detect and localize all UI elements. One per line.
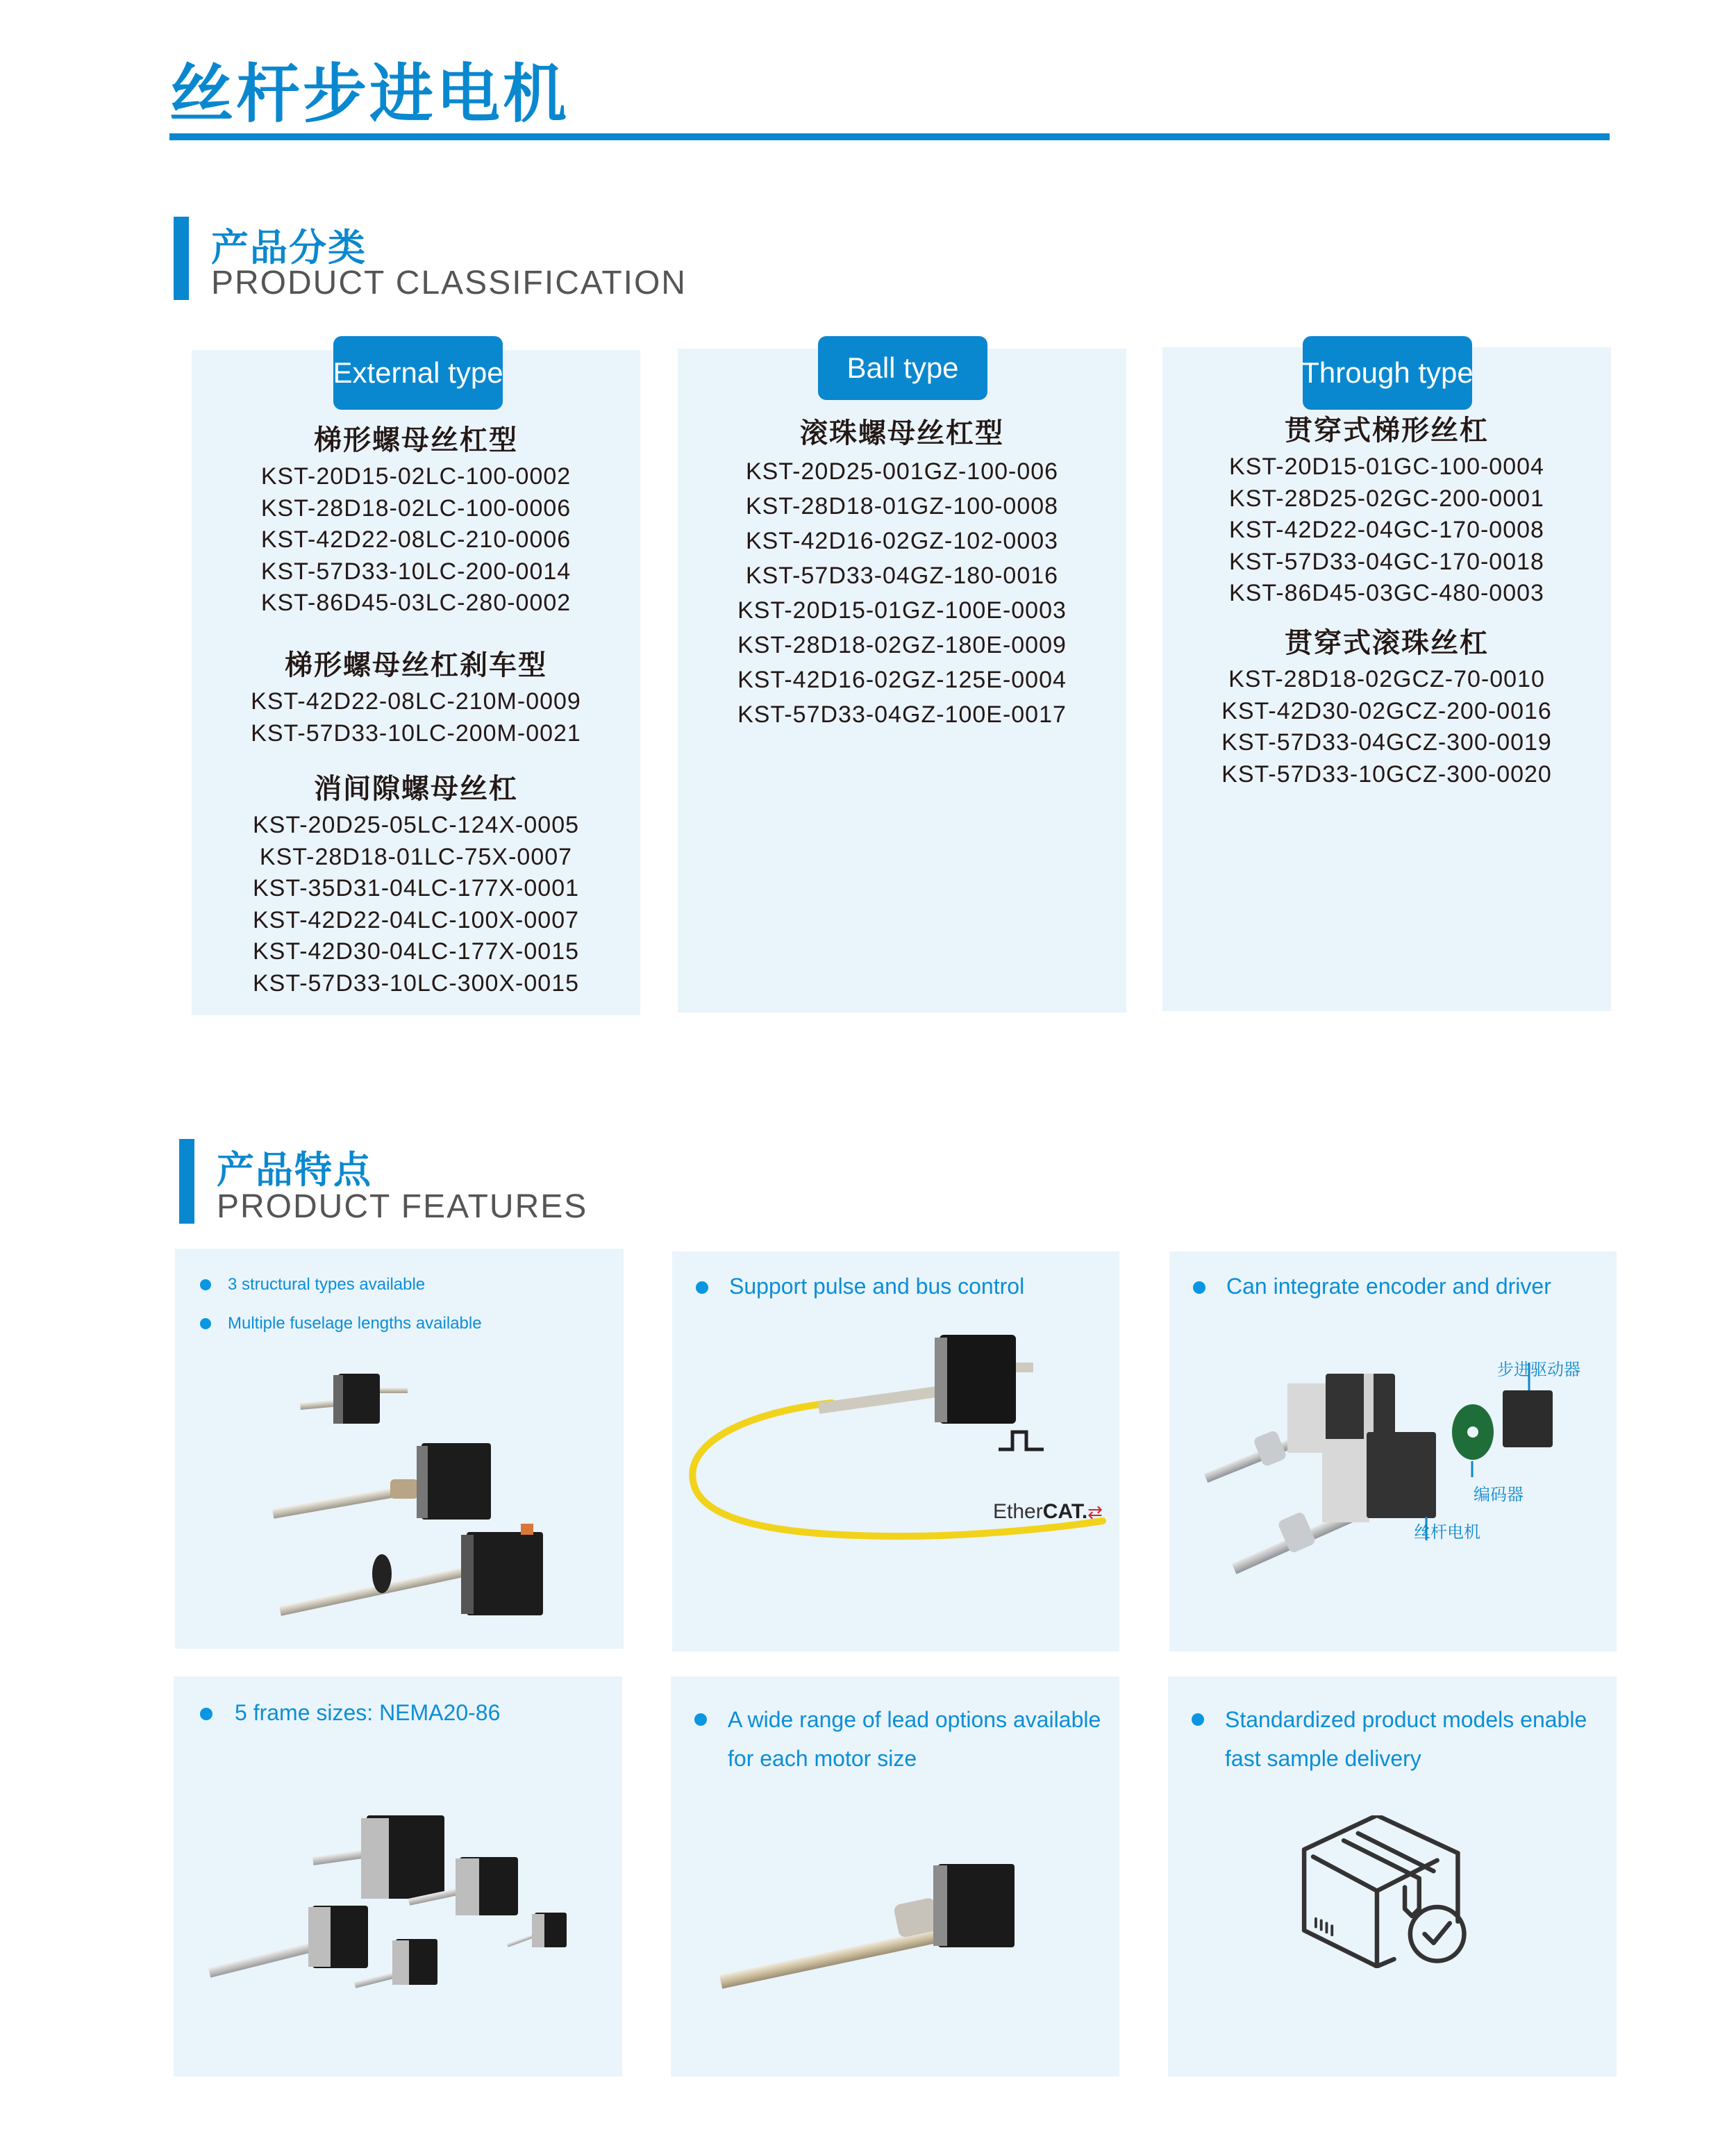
exploded-motor-encoder-driver-illustration — [1169, 1335, 1617, 1640]
model-item: KST-57D33-10LC-200M-0021 — [251, 719, 581, 747]
bullet-text: fast sample delivery — [1225, 1746, 1421, 1771]
group-title: 滚珠螺母丝杠型 — [800, 417, 1004, 449]
group-title: 梯形螺母丝杠刹车型 — [285, 649, 547, 681]
type-badge-external: External type — [333, 336, 503, 410]
model-item: KST-57D33-04GZ-180-0016 — [745, 563, 1059, 589]
feature-bullet — [200, 1314, 482, 1333]
square-pulse-icon — [999, 1432, 1044, 1449]
feature-card-lead-options — [671, 1676, 1119, 2076]
group-title: 梯形螺母丝杠型 — [314, 424, 518, 456]
bullet-text: for each motor size — [728, 1746, 917, 1771]
group-title: 消间隙螺母丝杠 — [314, 773, 518, 805]
bullet-text: Standardized product models enable — [1225, 1707, 1587, 1732]
model-item: KST-28D18-01LC-75X-0007 — [259, 843, 573, 870]
model-item: KST-42D22-08LC-210M-0009 — [251, 688, 581, 715]
five-motor-frame-sizes-illustration — [187, 1753, 604, 2031]
model-item: KST-42D30-04LC-177X-0015 — [252, 938, 580, 965]
ethercat-logo-part-b: CAT. — [1042, 1500, 1088, 1523]
callout-encoder: 编码器 — [1474, 1485, 1524, 1504]
model-item: KST-86D45-03GC-480-0003 — [1229, 580, 1544, 606]
model-item: KST-35D31-04LC-177X-0001 — [252, 875, 580, 901]
feature-card-frame-sizes — [174, 1676, 622, 2076]
section-accent-bar — [179, 1139, 194, 1224]
classification-card-external — [192, 350, 640, 1015]
model-item: KST-86D45-03LC-280-0002 — [260, 590, 571, 616]
model-item: KST-57D33-10GCZ-300-0020 — [1221, 760, 1552, 788]
classification-title-zh: 产品分类 — [211, 226, 367, 269]
bullet-text: Multiple fuselage lengths available — [228, 1314, 482, 1333]
feature-card-pulse-bus — [672, 1251, 1119, 1651]
motor-with-yellow-cable-illustration — [672, 1321, 1119, 1599]
group-ball-screw — [678, 413, 1126, 732]
model-item: KST-28D18-02LC-100-0006 — [260, 494, 571, 522]
feature-bullet — [200, 1275, 425, 1295]
classification-title-en: PRODUCT CLASSIFICATION — [211, 265, 687, 301]
model-item: KST-28D18-02GCZ-70-0010 — [1228, 666, 1545, 692]
model-item: KST-28D18-01GZ-100-0008 — [745, 493, 1059, 519]
feature-bullet — [696, 1274, 1024, 1299]
group-through-trapezoidal — [1162, 410, 1611, 610]
model-item: KST-42D16-02GZ-125E-0004 — [737, 667, 1067, 693]
features-heading — [179, 1139, 665, 1224]
title-divider — [169, 133, 1610, 140]
model-item: KST-42D30-02GCZ-200-0016 — [1221, 697, 1552, 724]
group-trapezoidal-brake — [192, 644, 640, 749]
bullet-text: Support pulse and bus control — [729, 1274, 1025, 1299]
model-item: KST-57D33-04GCZ-300-0019 — [1221, 729, 1552, 756]
feature-bullet — [1193, 1274, 1551, 1299]
group-title: 贯穿式滚珠丝杠 — [1285, 627, 1489, 659]
bullet-dot-icon — [1192, 1713, 1204, 1726]
feature-card-fast-delivery — [1168, 1676, 1617, 2076]
ethercat-logo-part-a: Ether — [993, 1500, 1043, 1523]
bullet-text: A wide range of lead options available — [728, 1707, 1101, 1732]
group-trapezoidal — [192, 419, 640, 619]
section-accent-bar — [174, 217, 189, 300]
model-item: KST-28D25-02GC-200-0001 — [1229, 485, 1544, 512]
features-title-zh: 产品特点 — [217, 1148, 372, 1192]
bullet-dot-icon — [200, 1318, 211, 1329]
model-item: KST-42D22-04GC-170-0008 — [1229, 517, 1544, 543]
bullet-text: Can integrate encoder and driver — [1226, 1274, 1551, 1299]
bullet-dot-icon — [1193, 1281, 1205, 1294]
feature-card-encoder-driver — [1169, 1251, 1617, 1651]
model-item: KST-20D15-01GC-100-0004 — [1229, 453, 1544, 480]
features-title-en: PRODUCT FEATURES — [217, 1188, 588, 1225]
model-item: KST-20D15-01GZ-100E-0003 — [737, 597, 1067, 624]
model-item: KST-57D33-04GZ-100E-0017 — [737, 701, 1067, 728]
group-through-ball — [1162, 622, 1611, 790]
model-item: KST-42D22-04LC-100X-0007 — [252, 906, 580, 933]
callout-stepper-driver: 步进驱动器 — [1497, 1360, 1580, 1379]
bullet-text: 5 frame sizes: NEMA20-86 — [235, 1700, 501, 1725]
classification-card-ball — [678, 349, 1126, 1013]
classification-heading — [174, 217, 729, 300]
ball-screw-motor-illustration — [699, 1801, 1101, 2038]
model-item: KST-28D18-02GZ-180E-0009 — [737, 632, 1067, 658]
package-check-icon — [1293, 1815, 1474, 1968]
ethercat-logo — [993, 1500, 1103, 1524]
callout-lead-screw-motor: 丝杆电机 — [1414, 1522, 1480, 1542]
type-badge-through: Through type — [1303, 336, 1472, 410]
model-item: KST-57D33-10LC-200-0014 — [260, 558, 571, 585]
feature-bullet — [1192, 1700, 1587, 1778]
model-item: KST-42D22-08LC-210-0006 — [260, 526, 571, 553]
bullet-dot-icon — [696, 1281, 708, 1294]
bullet-dot-icon — [200, 1279, 211, 1290]
model-item: KST-20D15-02LC-100-0002 — [260, 463, 571, 490]
bullet-text: 3 structural types available — [228, 1275, 426, 1294]
bullet-dot-icon — [200, 1708, 212, 1720]
model-item: KST-20D25-001GZ-100-006 — [745, 458, 1059, 485]
three-lead-screw-motors-illustration — [244, 1353, 578, 1631]
feature-bullet — [200, 1700, 500, 1726]
model-item: KST-57D33-04GC-170-0018 — [1229, 548, 1544, 575]
bullet-dot-icon — [694, 1713, 707, 1726]
page-title: 丝杆步进电机 — [169, 57, 570, 131]
model-item: KST-20D25-05LC-124X-0005 — [252, 812, 580, 838]
model-item: KST-57D33-10LC-300X-0015 — [252, 969, 580, 997]
classification-card-through — [1162, 347, 1611, 1011]
feature-bullet — [694, 1700, 1101, 1778]
ethercat-arrow-icon: ⇄ — [1087, 1501, 1103, 1522]
model-item: KST-42D16-02GZ-102-0003 — [745, 528, 1059, 554]
group-anti-backlash — [192, 768, 640, 999]
type-badge-ball: Ball type — [818, 336, 987, 400]
feature-card-structural-types — [175, 1249, 624, 1649]
group-title: 贯穿式梯形丝杠 — [1285, 415, 1489, 447]
